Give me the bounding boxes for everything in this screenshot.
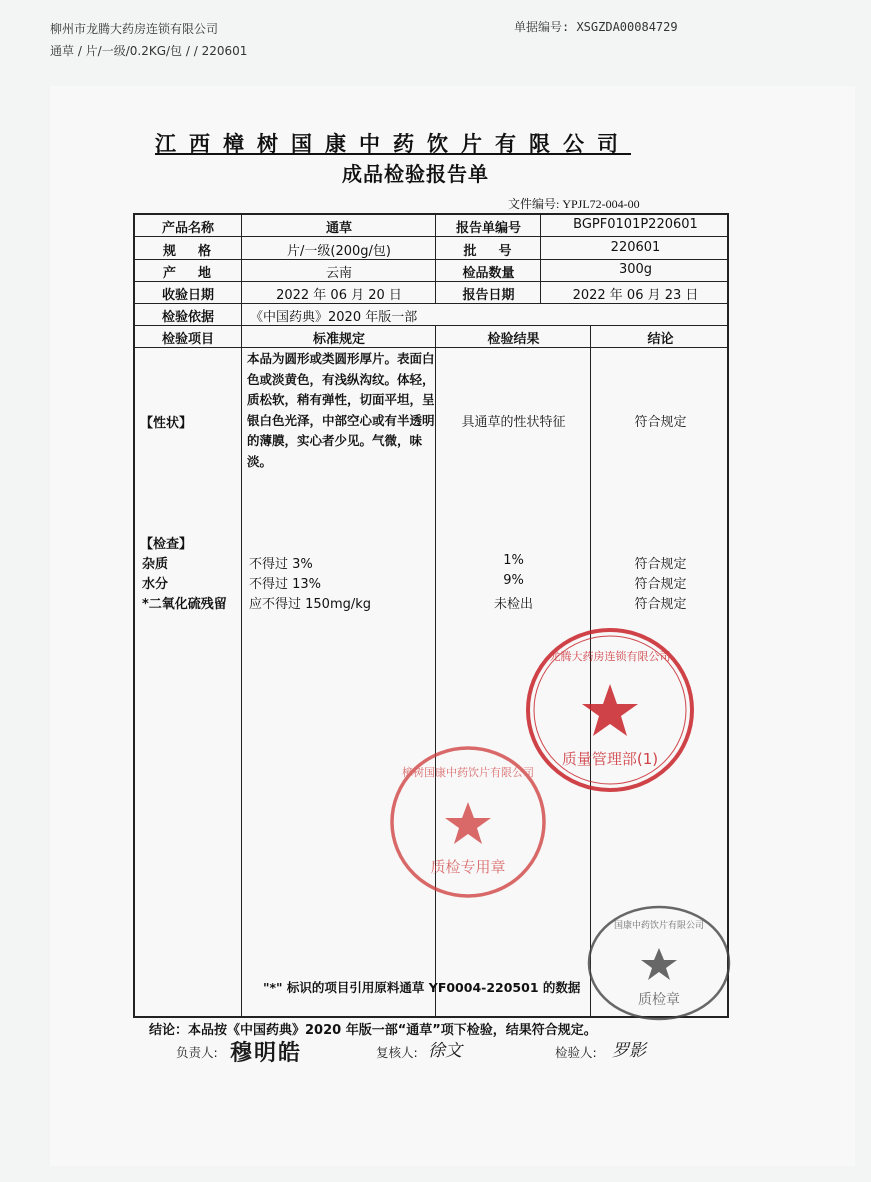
svg-text:质检章: 质检章 xyxy=(638,992,680,1008)
origin-label: 产地 xyxy=(162,266,233,281)
company-name: 江西樟树国康中药饮片有限公司 xyxy=(155,132,631,156)
final-conclusion: 结论：本品按《中国药典》2020 年版一部“通草”项下检验，结果符合规定。 xyxy=(149,1023,597,1038)
batch-label: 批号 xyxy=(463,244,534,259)
test-standard: 不得过 13% xyxy=(249,577,322,592)
stamp-graphic xyxy=(524,626,696,794)
row-divider xyxy=(133,259,729,260)
character-standard: 本品为圆形或类圆形厚片。表面白色或淡黄色，有浅纵沟纹。体轻，质松软，稍有弹性，切面平坦，呈银白色光泽，中部空心或有半透明的薄膜，实心者少见。气微，味淡。 xyxy=(247,351,435,469)
report-no-label: 报告单编号 xyxy=(455,221,521,236)
stamp-graphic xyxy=(388,744,548,900)
product-name-label: 产品名称 xyxy=(161,221,214,236)
receipt-number: 单据编号: XSGZDA00084729 xyxy=(514,20,678,34)
report-date-label: 报告日期 xyxy=(462,288,515,303)
col-header-conclusion: 结论 xyxy=(647,332,674,347)
svg-text:国康中药饮片有限公司: 国康中药饮片有限公司 xyxy=(613,921,705,931)
stamp-graphic xyxy=(586,904,732,1022)
qc-stamp xyxy=(586,904,732,1022)
row-divider xyxy=(133,303,729,304)
row-divider xyxy=(133,347,729,348)
svg-text:樟树国康中药饮片有限公司: 樟树国康中药饮片有限公司 xyxy=(402,766,534,779)
basis-label: 检验依据 xyxy=(161,310,214,325)
col-header-item: 检验项目 xyxy=(161,332,214,347)
pharmacy-qa-stamp xyxy=(524,626,696,794)
company-qa-stamp xyxy=(388,744,548,900)
test-conclusion: 符合规定 xyxy=(634,557,687,572)
pharmacy-name: 柳州市龙腾大药房连锁有限公司 xyxy=(50,22,219,36)
report-no-value: BGPF0101P220601 xyxy=(573,217,698,232)
test-standard: 应不得过 150mg/kg xyxy=(249,597,372,612)
svg-text:龙腾大药房连锁有限公司: 龙腾大药房连锁有限公司 xyxy=(549,650,671,663)
header-left xyxy=(50,18,247,62)
test-standard: 不得过 3% xyxy=(249,557,313,572)
col-header-standard: 标准规定 xyxy=(312,332,365,347)
col-divider xyxy=(241,213,242,1016)
inspector-label: 检验人: xyxy=(555,1045,597,1060)
test-conclusion: 符合规定 xyxy=(634,597,687,612)
document-title: 成品检验报告单 xyxy=(342,162,489,186)
test-item: 水分 xyxy=(142,577,169,592)
file-number: 文件编号: YPJL72-004-00 xyxy=(508,197,640,211)
item-line: 通草 / 片/一级/0.2KG/包 / / 220601 xyxy=(50,44,248,58)
product-name-value: 通草 xyxy=(325,221,352,236)
inspector-signature: 罗影 xyxy=(612,1041,646,1061)
receive-date-label: 收验日期 xyxy=(161,288,214,303)
test-result: 未检出 xyxy=(493,597,533,612)
footnote: "*" 标识的项目引用原料通草 YF0004-220501 的数据 xyxy=(263,980,581,995)
character-label: 【性状】 xyxy=(140,416,193,431)
col-divider xyxy=(540,213,541,303)
test-conclusion: 符合规定 xyxy=(634,577,687,592)
qty-value: 300g xyxy=(618,262,653,277)
test-item: *二氧化硫残留 xyxy=(142,597,227,612)
character-result: 具通草的性状特征 xyxy=(461,415,566,430)
origin-value: 云南 xyxy=(325,266,352,281)
col-divider xyxy=(435,213,436,303)
inspection-label: 【检查】 xyxy=(140,537,193,552)
test-result: 1% xyxy=(503,553,524,568)
basis-value: 《中国药典》2020 年版一部 xyxy=(250,310,418,325)
reviewer-label: 复核人: xyxy=(376,1045,418,1060)
responsible-label: 负责人: xyxy=(176,1045,218,1060)
test-result: 9% xyxy=(503,573,524,588)
character-conclusion: 符合规定 xyxy=(634,415,687,430)
svg-text:质量管理部(1): 质量管理部(1) xyxy=(561,750,659,768)
spec-value: 片/一级(200g/包) xyxy=(287,244,391,259)
report-date-value: 2022 年 06 月 23 日 xyxy=(572,288,699,303)
svg-text:质检专用章: 质检专用章 xyxy=(430,858,506,876)
reviewer-signature: 徐文 xyxy=(428,1041,462,1061)
col-header-result: 检验结果 xyxy=(487,332,540,347)
row-divider xyxy=(133,325,729,326)
responsible-signature: 穆明皓 xyxy=(230,1040,303,1066)
row-divider xyxy=(133,236,729,237)
receive-date-value: 2022 年 06 月 20 日 xyxy=(276,288,402,303)
batch-value: 220601 xyxy=(610,240,661,255)
row-divider xyxy=(133,281,729,282)
qty-label: 检品数量 xyxy=(462,266,515,281)
test-item: 杂质 xyxy=(142,557,169,572)
spec-label: 规格 xyxy=(162,244,233,259)
